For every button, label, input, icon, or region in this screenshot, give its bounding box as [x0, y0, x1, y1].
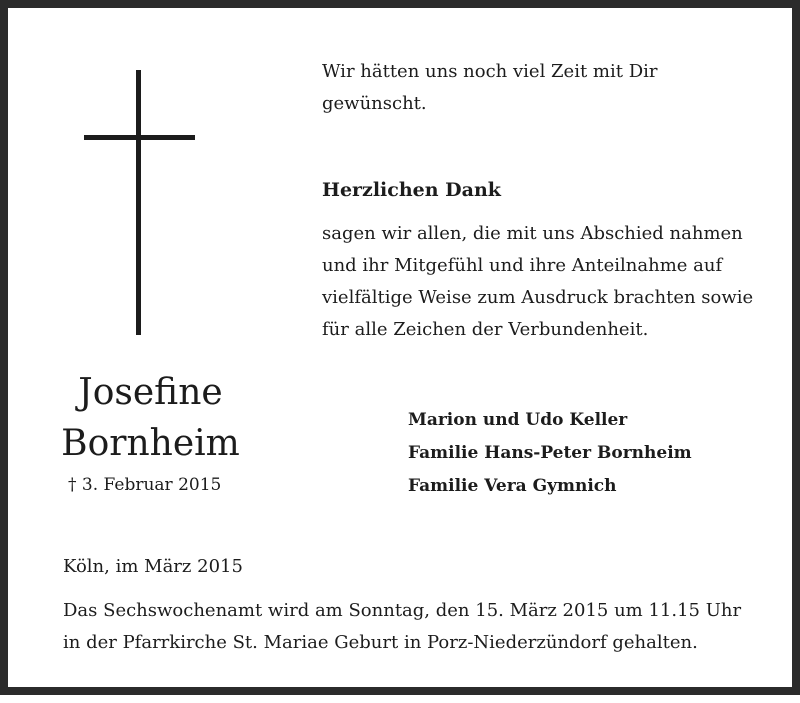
signatories-list [408, 404, 692, 503]
mass-notice-line: in der Pfarrkirche St. Mariae Geburt in Porz-Niederzündorf gehalten. [63, 632, 698, 653]
signatory: Familie Hans-Peter Bornheim [408, 443, 692, 463]
deceased-first-name: Josefine [78, 372, 223, 413]
cross-horizontal-bar [84, 135, 195, 140]
quote-line: gewünscht. [322, 93, 427, 114]
thanks-line: für alle Zeichen der Verbundenheit. [322, 319, 649, 340]
death-date: † 3. Februar 2015 [68, 475, 222, 495]
thanks-text [322, 218, 753, 346]
memorial-quote [322, 56, 658, 120]
quote-line: Wir hätten uns noch viel Zeit mit Dir [322, 61, 658, 82]
thanks-heading: Herzlichen Dank [322, 179, 501, 201]
mass-notice [63, 595, 741, 659]
mass-notice-line: Das Sechswochenamt wird am Sonntag, den 15. März 2015 um 11.15 Uhr [63, 600, 742, 621]
thanks-line: und ihr Mitgefühl und ihre Anteilnahme auf [322, 255, 723, 276]
thanks-line: vielfältige Weise zum Ausdruck brachten sowie [322, 287, 754, 308]
signatory: Familie Vera Gymnich [408, 476, 617, 496]
location-date: Köln, im März 2015 [63, 556, 243, 577]
thanks-line: sagen wir allen, die mit uns Abschied nahmen [322, 223, 743, 244]
deceased-last-name: Bornheim [61, 423, 240, 464]
signatory: Marion und Udo Keller [408, 410, 628, 430]
cross-vertical-bar [136, 70, 141, 335]
